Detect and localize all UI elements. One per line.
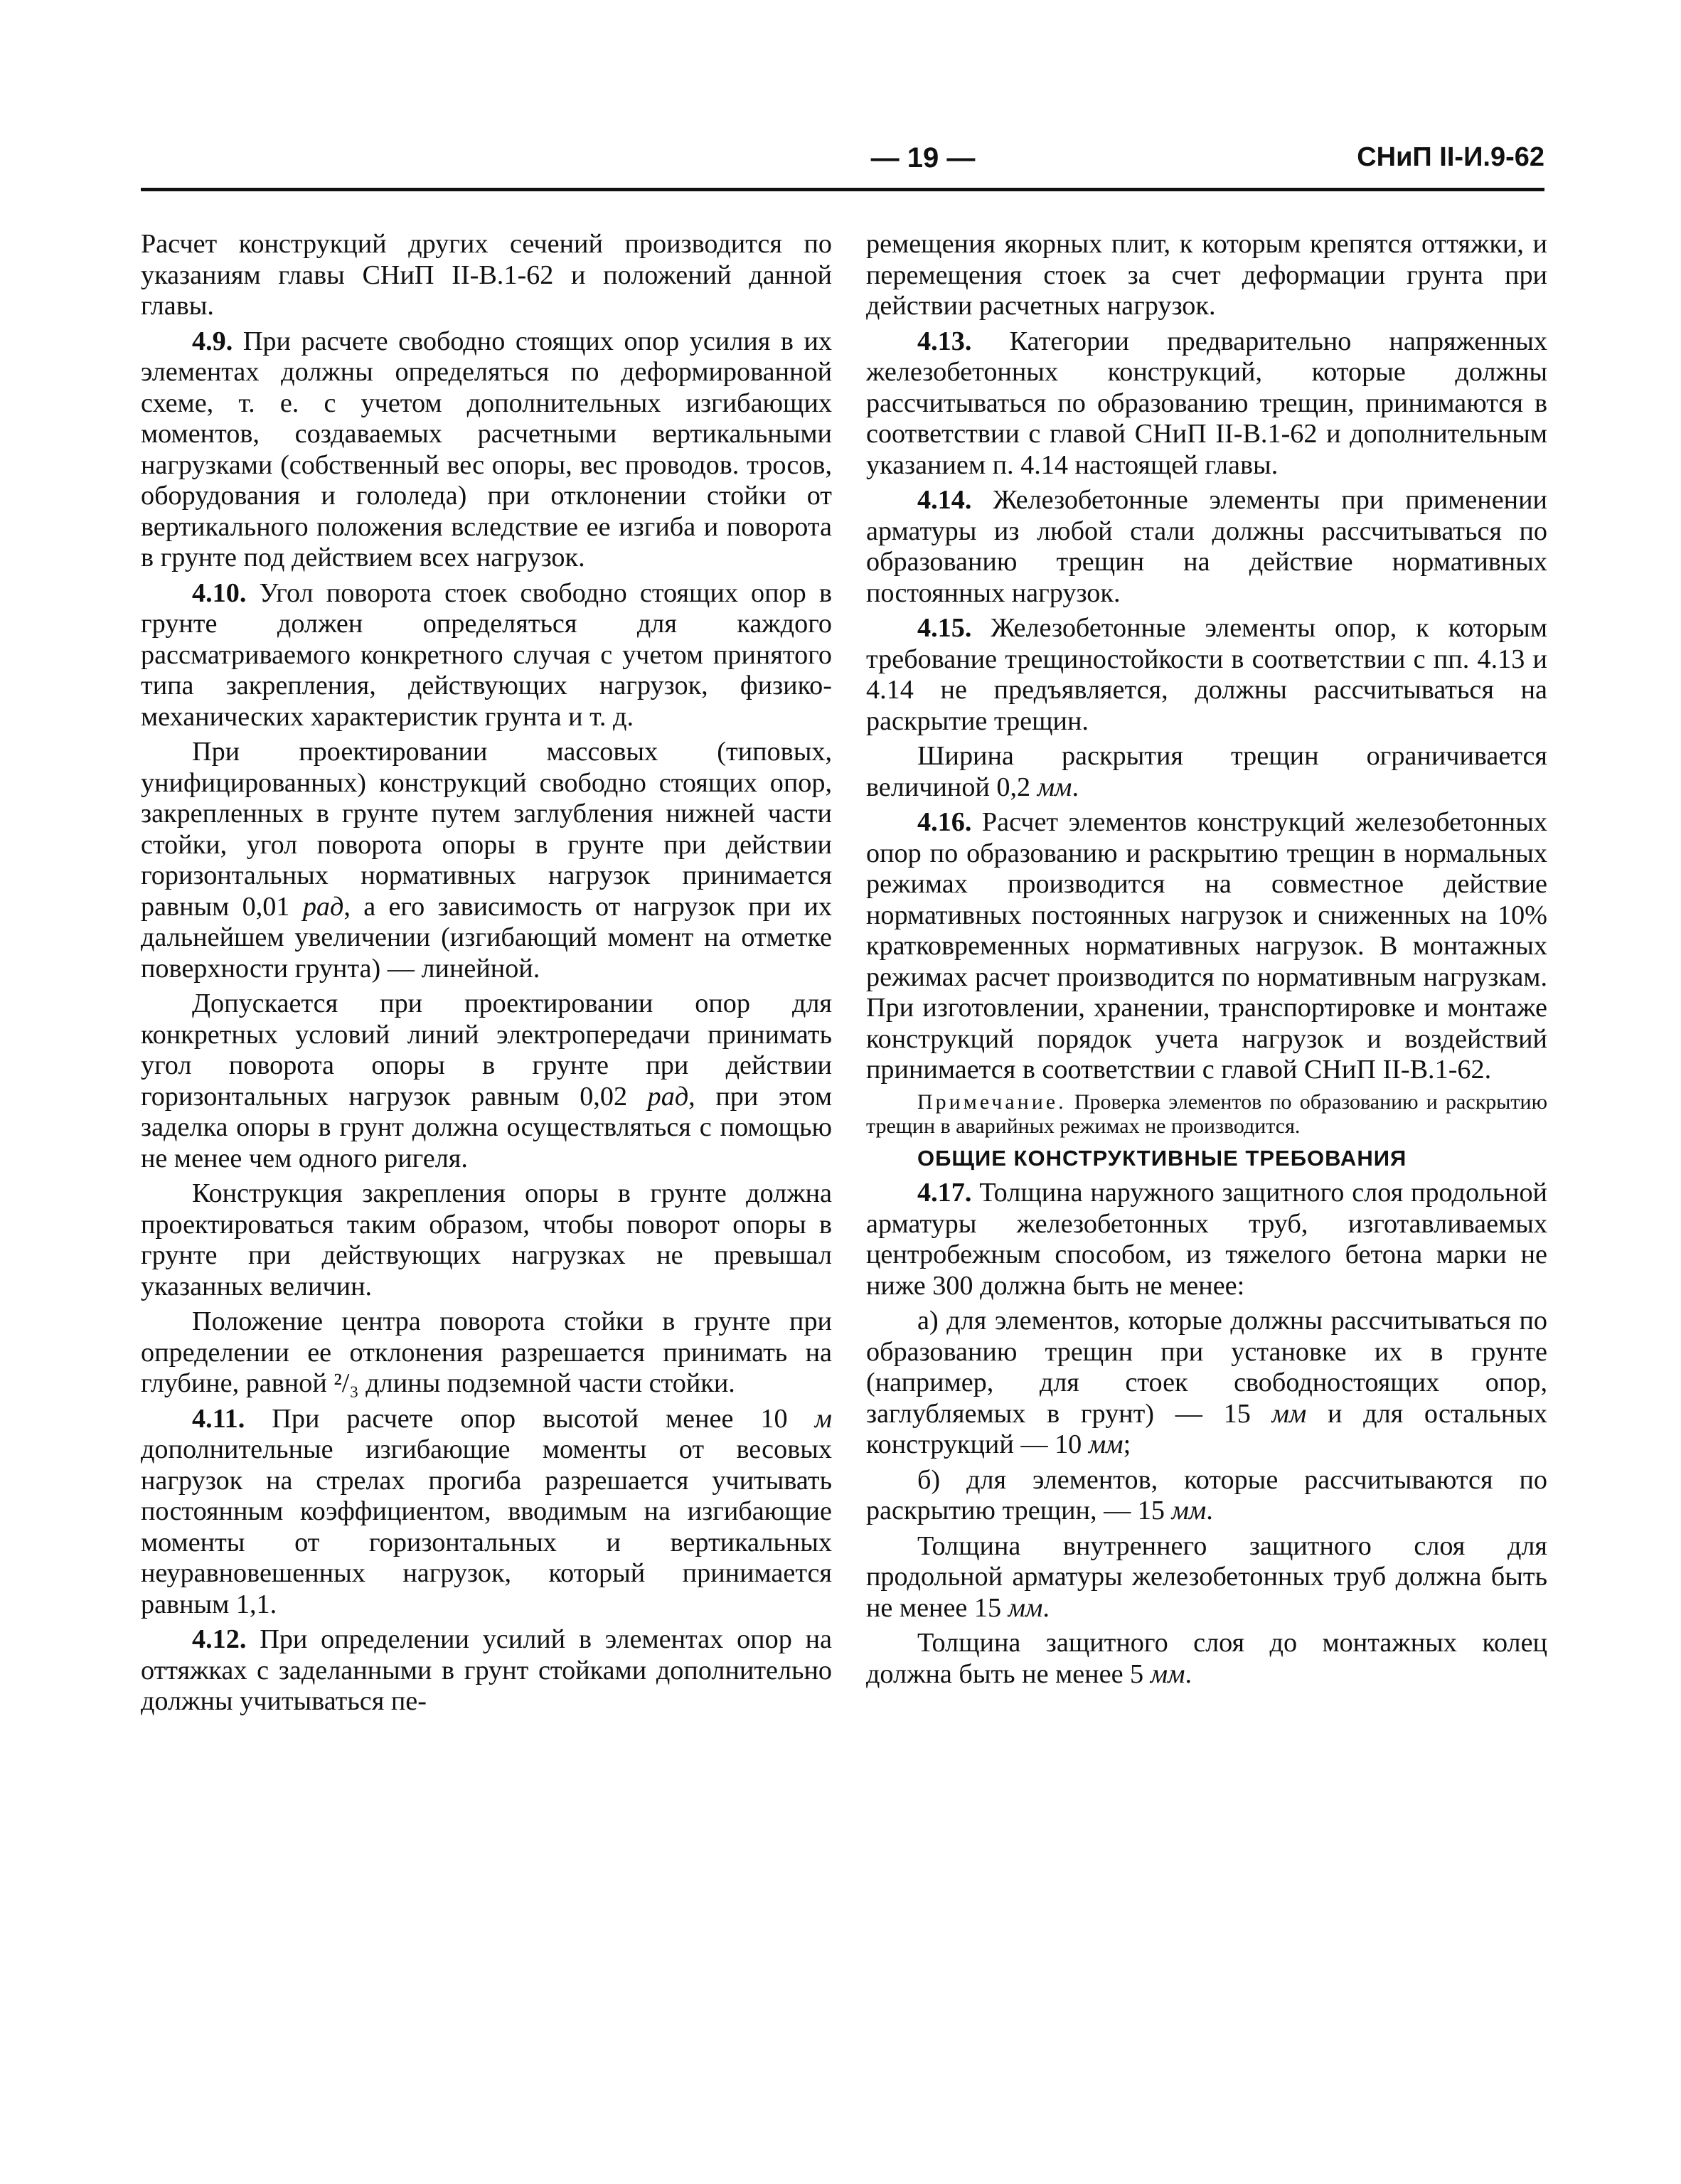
clause-text: Толщина наружного защитного слоя продольной арматуры железобетонных труб, изготавливаемых центробежным способом, из тяжелого бетона марки не ниже 300 должна быть не менее: [866,1178,1547,1301]
clause-4-16 [866,807,1547,1086]
clause-4-13 [866,326,1547,481]
clause-number: 4.15. [917,613,972,643]
paragraph-text: . [1185,1658,1192,1689]
paragraph-text: При проектировании массовых (типовых, унифицированных) конструкций свободно стоящих опор, закрепленных в грунте путем заглубления нижней части стойки, угол поворота опоры в грунте при действии горизонтальных нормативных нагрузок принимается равным 0,01 [141,737,832,922]
list-item-text: б) для элементов, которые рассчитываются по раскрытию трещин, — 15 [866,1464,1547,1525]
note-label: Примечание. [917,1090,1067,1114]
clause-text: При расчете свободно стоящих опор усилия в их элементах должны определяться по деформированной схеме, т. е. с учетом дополнительных изгибающих моментов, создаваемых расчетными вертикальными нагрузками (собственный вес опоры, вес проводов. тросов, оборудования и гололеда) при отклонении стойки от вертикального положения вследствие ее изгиба и поворота в грунте под действием всех нагрузок. [141,326,832,572]
clause-text: Угол поворота стоек свободно стоящих опор в грунте должен определяться для каждого рассматриваемого конкретного случая с учетом принятого типа закрепления, действующих нагрузок, физико-механических характеристик грунта и т. д. [141,577,832,732]
paragraph [141,1306,832,1400]
clause-4-15 [866,613,1547,737]
clause-number: 4.17. [917,1178,972,1208]
clause-text: Категории предварительно напряженных железобетонных конструкций, которые должны рассчитываться по образованию трещин, принимаются в соответствии с главой СНиП II-В.1-62 и дополнительным указанием п. 4.14 настоящей главы. [866,326,1547,480]
clause-4-11 [141,1404,832,1621]
clause-text: При расчете опор высотой менее 10 [245,1403,815,1434]
clause-number: 4.10. [192,577,247,608]
paragraph [866,1531,1547,1624]
right-column [866,229,1547,1694]
clause-4-10 [141,578,832,733]
paragraph [866,229,1547,322]
paragraph-text: ремещения якорных плит, к которым крепятся оттяжки, и перемещения стоек за счет деформации грунта при действии расчетных нагрузок. [866,229,1547,321]
page-header [141,142,1544,185]
note [866,1090,1547,1139]
unit: м [814,1403,832,1434]
left-column [141,229,832,1722]
paragraph-text: Ширина раскрытия трещин ограничивается величиной 0,2 [866,741,1547,802]
paragraph [141,1178,832,1302]
paragraph [141,737,832,984]
unit: мм [1008,1592,1043,1623]
unit: рад [647,1081,689,1112]
paragraph-text: Положение центра поворота стойки в грунте при определении ее отклонения разрешается принимать на глубине, равной [141,1306,832,1398]
paragraph [866,741,1547,803]
paragraph [141,989,832,1174]
clause-text: Железобетонные элементы при применении арматуры из любой стали должны рассчитываться по образованию трещин на действие нормативных постоянных нагрузок. [866,485,1547,608]
clause-number: 4.9. [192,326,233,356]
clause-text: дополнительные изгибающие моменты от весовых нагрузок на стрелах прогиба разрешается учитывать постоянным коэффициентом, вводимым на изгибающие моменты от горизонтальных и вертикальных неуравновешенных нагрузок, который принимается равным 1,1. [141,1434,832,1619]
paragraph-text: , при этом заделка опоры в грунт должна осуществляться с помощью не менее чем одного ригеля. [141,1081,833,1173]
list-item-text: ; [1123,1429,1131,1459]
clause-4-9 [141,326,832,574]
page-number: — 19 — [870,142,976,174]
clause-4-12 [141,1624,832,1717]
paragraph-text: . [1072,772,1079,802]
clause-4-14 [866,485,1547,609]
clause-text: Расчет элементов конструкций железобетонных опор по образованию и раскрытию трещин в нормальных режимах производится на совместное действие нормативных постоянных нагрузок и сниженных на 10% кратковременных нормативных нагрузок. В монтажных режимах расчет производится по нормативным нагрузкам. При изготовлении, хранении, транспортировке и монтаже конструкций порядок учета нагрузок и воздействий принимается в соответствии с главой СНиП II-В.1-62. [866,807,1547,1085]
clause-number: 4.12. [192,1624,247,1654]
clause-number: 4.13. [917,326,972,356]
clause-4-17 [866,1178,1547,1301]
paragraph-text: Расчет конструкций других сечений производится по указаниям главы СНиП II-В.1-62 и положений данной главы. [141,229,832,321]
paragraph-text: Толщина защитного слоя до монтажных колец должна быть не менее 5 [866,1628,1547,1689]
list-item-text: . [1206,1496,1213,1525]
list-item [866,1306,1547,1461]
document-code: СНиП II-И.9-62 [1357,142,1544,172]
paragraph-text: длины подземной части стойки. [358,1368,735,1398]
clause-number: 4.14. [917,485,972,515]
list-item-text: и для остальных конструкций — 10 [866,1398,1547,1459]
unit: рад [302,891,344,922]
paragraph-text: Толщина внутреннего защитного слоя для продольной арматуры железобетонных труб должна быть не менее 15 [866,1530,1547,1623]
list-item [866,1465,1547,1527]
clause-number: 4.11. [192,1403,245,1434]
paragraph-text: Конструкция закрепления опоры в грунте должна проектироваться таким образом, чтобы поворот опоры в грунте при действующих нагрузках не превышал указанных величин. [141,1178,832,1301]
note-text: Проверка элементов по образованию и раскрытию трещин в аварийных режимах не производится. [866,1090,1547,1138]
clause-text: Железобетонные элементы опор, к которым требование трещиностойкости в соответствии с пп. 4.13 и 4.14 не предъявляется, должны рассчитываться на раскрытие трещин. [866,613,1547,736]
unit: мм [1037,772,1072,802]
unit: мм [1150,1658,1185,1689]
header-rule [141,188,1544,191]
fraction: ²/₃ [333,1368,359,1398]
clause-number: 4.16. [917,807,972,837]
unit: мм [1088,1429,1124,1459]
clause-text: При определении усилий в элементах опор на оттяжках с заделанными в грунт стойками дополнительно должны учитываться пе- [141,1624,832,1716]
section-title: ОБЩИЕ КОНСТРУКТИВНЫЕ ТРЕБОВАНИЯ [917,1145,1407,1171]
unit: мм [1271,1398,1307,1429]
paragraph-text: , а его зависимость от нагрузок при их дальнейшем увеличении (изгибающий момент на отметке поверхности грунта) — линейной. [141,891,832,984]
paragraph-text: Допускается при проектировании опор для конкретных условий линий электропередачи принимать угол поворота опоры в грунте при действии горизонтальных нагрузок равным 0,02 [141,989,832,1112]
paragraph-text: . [1042,1592,1050,1623]
list-item-text: а) для элементов, которые должны рассчитываться по образованию трещин при установке их в грунте (например, для стоек свободностоящих опор, заглубляемых в грунт) — 15 [866,1306,1547,1429]
unit: мм [1171,1496,1207,1525]
paragraph [141,229,832,322]
paragraph [866,1628,1547,1690]
